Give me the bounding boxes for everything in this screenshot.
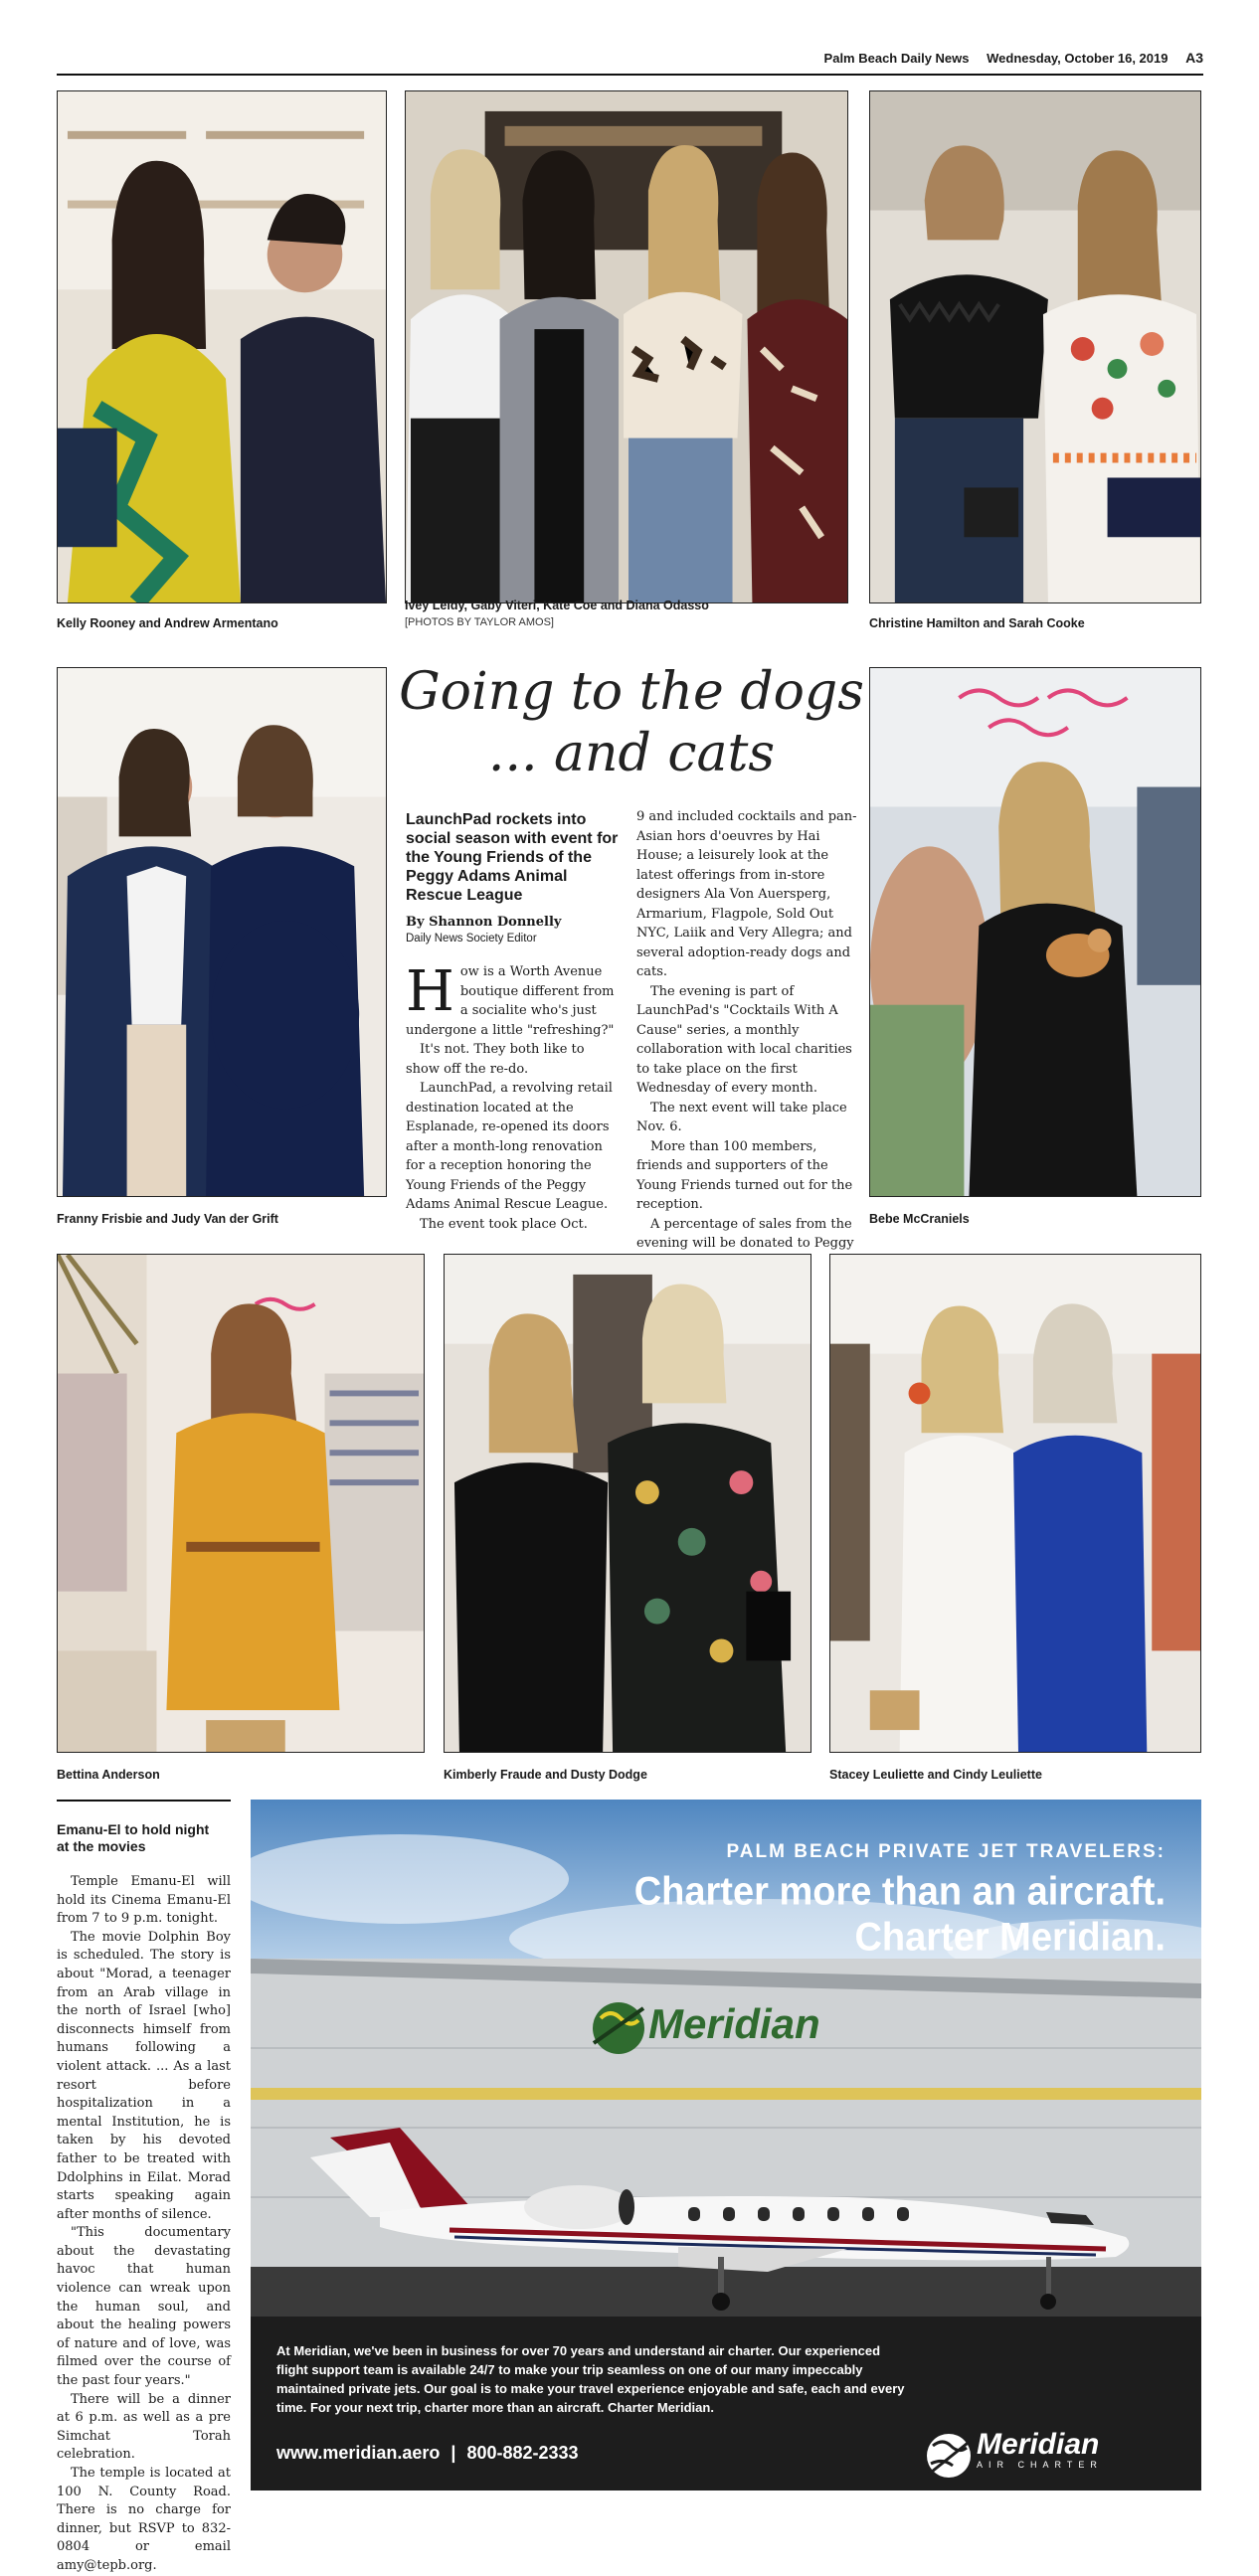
- photo-caption: Franny Frisbie and Judy Van der Grift: [57, 1212, 278, 1226]
- issue-date: Wednesday, October 16, 2019: [987, 51, 1169, 66]
- story-column-2: [636, 807, 857, 1273]
- story-paragraph: LaunchPad, a revolving retail destination located at the Esplanade, re-opened its doors after a month-long renovation for a reception honoring the Young Friends of the Peggy Adams Animal Rescue League.: [406, 1081, 613, 1212]
- photo-caption: Kimberly Fraude and Dusty Dodge: [444, 1768, 647, 1782]
- photo-stacey-cindy: [829, 1254, 1201, 1753]
- brief-headline: Emanu-El to hold night at the movies: [57, 1821, 210, 1854]
- story-paragraph: The evening is part of LaunchPad's "Cocktails With A Cause" series, a monthly collaboration with local charities to take place on the first Wednesday of every month.: [636, 983, 852, 1096]
- brief-divider: [57, 1800, 231, 1802]
- story-paragraph: The next event will take place Nov. 6.: [636, 1100, 847, 1134]
- ad-phone: 800-882-2333: [466, 2443, 579, 2463]
- story-paragraph: 9 and included cocktails and pan-Asian hors d'oeuvres by Hai House; a leisurely look at the latest offerings from in-store designers Ala Von Auersperg, Armarium, Flagpole, Sold Out NYC, Laiik and Very Allegra; and several adoption-ready dogs and cats.: [636, 809, 857, 979]
- story-deck: LaunchPad rockets into social season with event for the Young Friends of the Peggy Adams Animal Rescue League: [406, 811, 619, 904]
- brief-body: [57, 1873, 231, 2576]
- meridian-advertisement[interactable]: [251, 1800, 1201, 2490]
- photo-bebe: [869, 667, 1201, 1197]
- ad-headline-line-2: Charter Meridian.: [854, 1916, 1166, 1961]
- party-photo-image: [870, 91, 1200, 602]
- ad-website-link[interactable]: www.meridian.aero: [276, 2443, 441, 2463]
- party-photo-image: [830, 1255, 1200, 1752]
- photo-kelly-andrew: [57, 90, 387, 603]
- photo-caption: Stacey Leuliette and Cindy Leuliette: [829, 1768, 1042, 1782]
- photo-bettina: [57, 1254, 425, 1753]
- byline: By Shannon Donnelly: [406, 915, 562, 930]
- party-photo-image: [870, 668, 1200, 1196]
- story-paragraph: A percentage of sales from the evening will be donated to Peggy: [636, 1216, 854, 1251]
- drop-cap: H: [406, 959, 454, 1024]
- meridian-logo: [977, 2430, 1103, 2470]
- story-paragraph: It's not. They both like to show off the re-do.: [406, 1042, 585, 1077]
- publication-name: Palm Beach Daily News: [823, 51, 970, 66]
- page-number: A3: [1185, 50, 1203, 66]
- photo-franny-judy: [57, 667, 387, 1197]
- story-headline: [398, 661, 865, 784]
- ad-contact: [276, 2443, 579, 2464]
- photo-caption: Kelly Rooney and Andrew Armentano: [57, 616, 278, 630]
- photo-credit: [PHOTOS BY TAYLOR AMOS]: [405, 616, 554, 628]
- brief-paragraph: "This documentary about the devastating havoc that human violence can wreak upon the human soul, and about the healing powers of nature and of love, was filmed over the course of the past four years.": [57, 2225, 231, 2389]
- photo-kimberly-dusty: [444, 1254, 811, 1753]
- logo-tagline: AIR CHARTER: [977, 2460, 1103, 2470]
- ad-headline-line-1: Charter more than an aircraft.: [633, 1869, 1166, 1914]
- photo-caption: Bebe McCraniels: [869, 1212, 970, 1226]
- ad-separator: |: [450, 2443, 456, 2463]
- ad-headline: [569, 1869, 1166, 1961]
- hangar-sign: Meridian: [648, 2000, 820, 2047]
- photo-christine-sarah: [869, 90, 1201, 603]
- party-photo-image: [58, 1255, 424, 1752]
- page-header: [57, 50, 1203, 76]
- story-paragraph: How is a Worth Avenue boutique different from a socialite who's just undergone a little "refreshing?": [406, 959, 615, 1038]
- ad-body-copy: At Meridian, we've been in business for over 70 years and understand air charter. Our experienced flight support team is available 24/7 to make your trip seamless on one of our many impeccably maintained private jets. Our goal is to make your travel experience enjoyable and safe, each and every time. For your next trip, charter more than an aircraft. Charter Meridian.: [276, 2343, 905, 2415]
- party-photo-image: [58, 91, 386, 602]
- story-column-1: [406, 959, 620, 1234]
- brief-paragraph: Temple Emanu-El will hold its Cinema Emanu-El from 7 to 9 p.m. tonight.: [57, 1874, 231, 1927]
- party-photo-image: [445, 1255, 810, 1752]
- byline-role: Daily News Society Editor: [406, 933, 537, 945]
- brief-paragraph: The movie Dolphin Boy is scheduled. The story is about "Morad, a teenager from an Arab village in the north of Israel [who] disconnects himself from humans following a violent attack. ... As a last resort before hospitalization in a mental Institution, he is taken by his devoted father to be treated with Ddolphins in Eilat. Morad starts speaking again after months of silence.: [57, 1929, 231, 2222]
- photo-caption: Christine Hamilton and Sarah Cooke: [869, 616, 1085, 630]
- ad-kicker: PALM BEACH PRIVATE JET TRAVELERS:: [726, 1841, 1166, 1862]
- party-photo-image: [406, 91, 847, 602]
- story-paragraph: More than 100 members, friends and supporters of the Young Friends turned out for the reception.: [636, 1138, 853, 1212]
- party-photo-image: [58, 668, 386, 1196]
- photo-group-four: [405, 90, 848, 603]
- brief-paragraph: There will be a dinner at 6 p.m. as well as a pre Simchat Torah celebration.: [57, 2391, 231, 2463]
- logo-wordmark: Meridian: [977, 2428, 1100, 2461]
- headline-line-2: ... and cats: [487, 724, 776, 783]
- photo-caption: Bettina Anderson: [57, 1768, 160, 1782]
- headline-line-1: Going to the dogs: [399, 662, 864, 722]
- photo-caption: Ivey Leidy, Gaby Viteri, Kate Coe and Diana Odasso: [405, 599, 709, 612]
- brief-paragraph: The temple is located at 100 N. County Road. There is no charge for dinner, but RSVP to 832-0804 or email amy@tepb.org.: [57, 2466, 231, 2573]
- story-paragraph: The event took place Oct.: [420, 1216, 588, 1232]
